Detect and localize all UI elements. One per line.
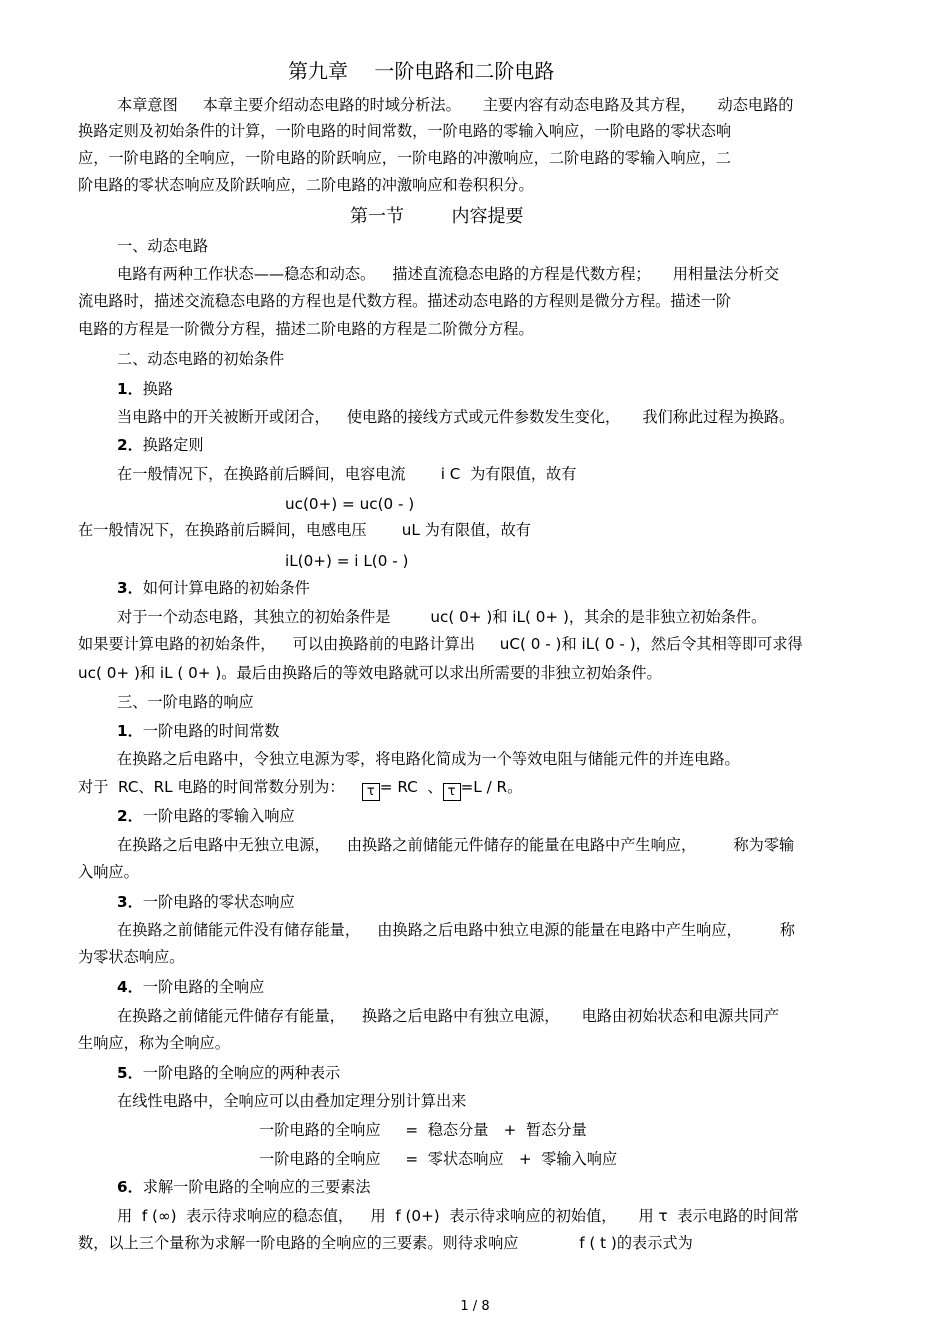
time-constant-line xyxy=(78,777,522,801)
resp-2-line-2: 入响应。 xyxy=(78,863,139,881)
resp-5-text: 在线性电路中，全响应可以由叠加定理分别计算出来 xyxy=(117,1092,467,1110)
intro-line-2: 换路定则及初始条件的计算，一阶电路的时间常数，一阶电路的零输入响应，一阶电路的零状态响 xyxy=(78,122,732,140)
p1-line-1: 电路有两种工作状态——稳态和动态。 描述直流稳态电路的方程是代数方程； 用相量法分析交 xyxy=(117,265,780,283)
resp-2-heading xyxy=(117,806,295,826)
resp-1-heading xyxy=(117,721,279,741)
item-title: 一阶电路的全响应 xyxy=(142,978,265,996)
item-number: 2． xyxy=(117,807,143,825)
resp-4-line-1: 在换路之前储能元件储存有能量， 换路之后电路中有独立电源， 电路由初始状态和电源共同产 xyxy=(117,1007,780,1025)
resp-6-line-2: 数，以上三个量称为求解一阶电路的全响应的三要素。则待求响应 f ( t )的表示式为 xyxy=(78,1234,693,1252)
item-number: 6． xyxy=(117,1178,143,1196)
time-constant-prefix: 对于 RC、RL 电路的时间常数分别为： xyxy=(78,778,337,796)
item-title: 一阶电路的零状态响应 xyxy=(142,893,295,911)
p1-line-2: 流电路时，描述交流稳态电路的方程也是代数方程。描述动态电路的方程则是微分方程。描述一阶 xyxy=(78,292,732,310)
rc-expression: = RC 、 xyxy=(379,778,443,796)
item-2-text-1: 在一般情况下，在换路前后瞬间，电容电流 i C 为有限值，故有 xyxy=(117,465,577,483)
equation-inductor-current: iL(0+) = i L(0 - ) xyxy=(285,552,409,570)
item-number: 4． xyxy=(117,978,143,996)
resp-4-heading xyxy=(117,977,264,997)
item-3-heading xyxy=(117,578,310,598)
item-number: 5． xyxy=(117,1064,143,1082)
item-1-text: 当电路中的开关被断开或闭合， 使电路的接线方式或元件参数发生变化， 我们称此过程为换路。 xyxy=(117,408,795,426)
section-title: 第一节 内容提要 xyxy=(350,206,524,227)
rl-expression: =L / R。 xyxy=(460,778,523,796)
tau-symbol-box: τ xyxy=(362,783,380,801)
heading-initial-conditions: 二、动态电路的初始条件 xyxy=(117,350,285,368)
item-title: 如何计算电路的初始条件 xyxy=(142,579,310,597)
resp-6-line-1: 用 f (∞) 表示待求响应的稳态值， 用 f (0+) 表示待求响应的初始值， 用 τ 表示电路的时间常 xyxy=(117,1207,799,1225)
item-title: 一阶电路的时间常数 xyxy=(142,722,280,740)
item-3-line-3: uc( 0+ )和 iL ( 0+ )。最后由换路后的等效电路就可以求出所需要的非独立初始条件。 xyxy=(78,664,662,682)
item-number: 1． xyxy=(117,722,143,740)
item-title: 求解一阶电路的全响应的三要素法 xyxy=(142,1178,371,1196)
p1-line-3: 电路的方程是一阶微分方程，描述二阶电路的方程是二阶微分方程。 xyxy=(78,320,534,338)
resp-3-heading xyxy=(117,892,295,912)
chapter-title: 第九章 一阶电路和二阶电路 xyxy=(288,59,555,83)
equation-full-response-zero-state-zero-input: 一阶电路的全响应 = 零状态响应 + 零输入响应 xyxy=(259,1150,618,1168)
heading-first-order-response: 三、一阶电路的响应 xyxy=(117,693,254,711)
item-2-heading xyxy=(117,435,204,455)
item-number: 2． xyxy=(117,436,143,454)
equation-capacitor-voltage: uc(0+) = uc(0 - ) xyxy=(285,495,415,513)
resp-5-heading xyxy=(117,1063,340,1083)
heading-dynamic-circuit: 一、动态电路 xyxy=(117,237,209,255)
item-2-text-2: 在一般情况下，在换路前后瞬间，电感电压 uL 为有限值，故有 xyxy=(78,521,531,539)
item-title: 一阶电路的零输入响应 xyxy=(142,807,295,825)
item-title: 一阶电路的全响应的两种表示 xyxy=(142,1064,341,1082)
item-number: 3． xyxy=(117,893,143,911)
resp-3-line-1: 在换路之前储能元件没有储存能量， 由换路之后电路中独立电源的能量在电路中产生响应， 称 xyxy=(117,921,795,939)
item-1-heading xyxy=(117,379,173,399)
resp-6-heading xyxy=(117,1177,371,1197)
item-3-line-2: 如果要计算电路的初始条件， 可以由换路前的电路计算出 uC( 0 - )和 iL( 0 - )，然后令其相等即可求得 xyxy=(78,635,803,653)
tau-symbol-box: τ xyxy=(443,783,461,801)
resp-1-text: 在换路之后电路中，令独立电源为零，将电路化简成为一个等效电阻与储能元件的并连电路。 xyxy=(117,750,740,768)
item-3-line-1: 对于一个动态电路，其独立的初始条件是 uc( 0+ )和 iL( 0+ )，其余的是非独立初始条件。 xyxy=(117,608,767,626)
resp-3-line-2: 为零状态响应。 xyxy=(78,948,185,966)
intro-line-3: 应，一阶电路的全响应，一阶电路的阶跃响应，一阶电路的冲激响应，二阶电路的零输入响应，二 xyxy=(78,149,732,167)
item-number: 1． xyxy=(117,380,143,398)
page-number: 1 / 8 xyxy=(460,1299,490,1314)
item-title: 换路定则 xyxy=(142,436,204,454)
intro-line-1: 本章意图 本章主要介绍动态电路的时域分析法。 主要内容有动态电路及其方程， 动态电路的 xyxy=(117,96,794,114)
resp-2-line-1: 在换路之后电路中无独立电源， 由换路之前储能元件储存的能量在电路中产生响应， 称为零输 xyxy=(117,836,795,854)
item-number: 3． xyxy=(117,579,143,597)
equation-full-response-steady-transient: 一阶电路的全响应 = 稳态分量 + 暂态分量 xyxy=(259,1121,587,1139)
resp-4-line-2: 生响应，称为全响应。 xyxy=(78,1034,230,1052)
item-title: 换路 xyxy=(142,380,174,398)
intro-line-4: 阶电路的零状态响应及阶跃响应，二阶电路的冲激响应和卷积积分。 xyxy=(78,176,534,194)
